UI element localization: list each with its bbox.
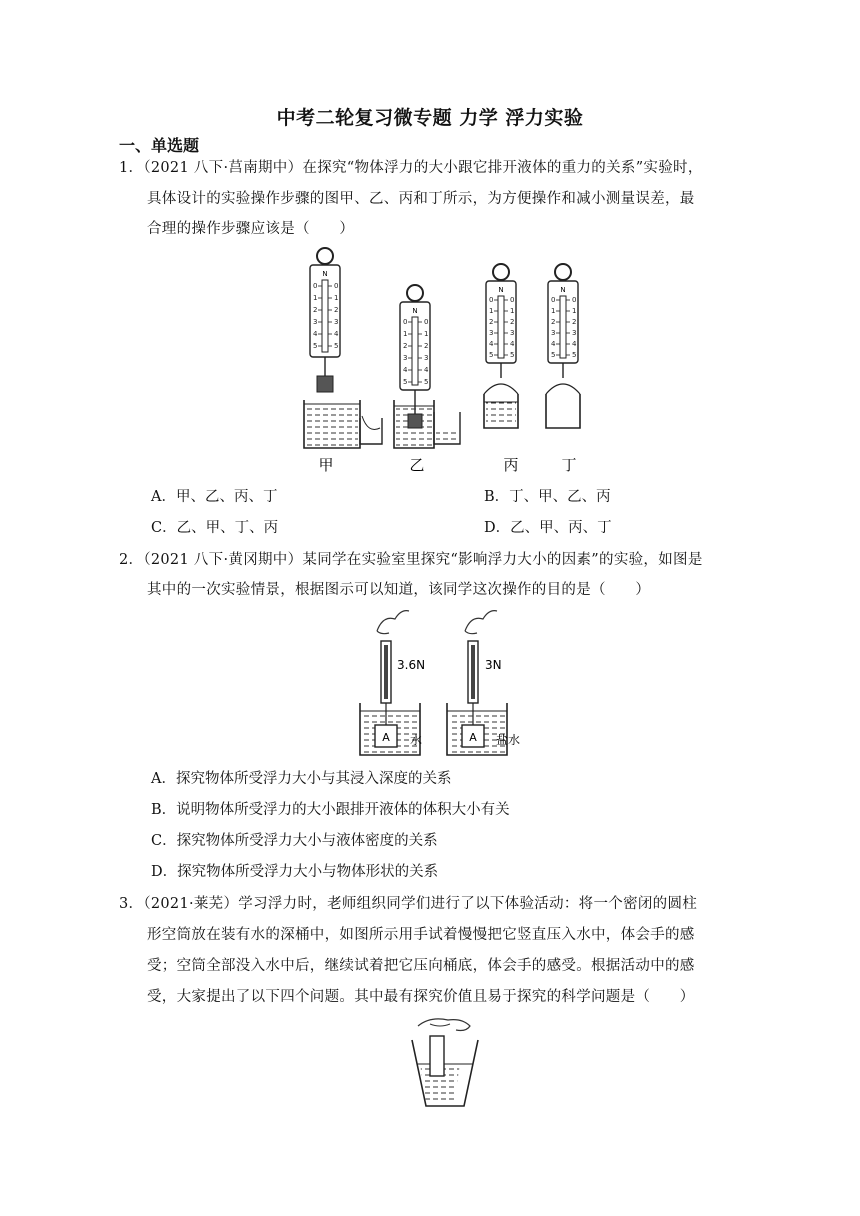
svg-text:4: 4 [551, 340, 556, 348]
svg-text:0: 0 [424, 318, 429, 326]
svg-text:4: 4 [403, 366, 408, 374]
svg-text:0: 0 [334, 282, 339, 290]
svg-text:4: 4 [572, 340, 577, 348]
q1-option-d: D．乙、甲、丙、丁 [484, 520, 612, 536]
svg-text:3: 3 [403, 354, 408, 362]
liquid-saltwater-label: 盐水 [496, 733, 521, 747]
q1-option-a: A．甲、乙、丙、丁 [151, 489, 278, 505]
svg-text:4: 4 [510, 340, 515, 348]
scale-jia [304, 248, 382, 448]
svg-text:5: 5 [489, 351, 494, 359]
svg-text:0: 0 [551, 296, 556, 304]
q2-option-d: D．探究物体所受浮力大小与物体形状的关系 [151, 864, 439, 880]
section-heading: 一、单选题 [119, 136, 200, 155]
q2-option-a: A．探究物体所受浮力大小与其浸入深度的关系 [151, 771, 452, 787]
q2-option-c: C．探究物体所受浮力大小与液体密度的关系 [151, 833, 438, 849]
svg-text:5: 5 [403, 378, 408, 386]
figure-label-yi: 乙 [409, 456, 425, 474]
q2-option-b: B．说明物体所受浮力的大小跟排开液体的体积大小有关 [151, 802, 510, 818]
q3-line-1: 3．（2021·莱芜）学习浮力时，老师组织同学们进行了以下体验活动：将一个密闭的圆柱 [119, 896, 698, 912]
liquid-water-label: 水 [410, 733, 423, 747]
svg-text:3: 3 [334, 318, 339, 326]
q1-line-3: 合理的操作步骤应该是（ ） [147, 221, 355, 237]
svg-text:N: N [560, 286, 566, 294]
svg-text:5: 5 [313, 342, 318, 350]
svg-text:0: 0 [572, 296, 577, 304]
figure-label-bing: 丙 [503, 456, 519, 474]
svg-text:3: 3 [424, 354, 429, 362]
scale-ding [546, 264, 580, 428]
svg-text:4: 4 [424, 366, 429, 374]
svg-text:N: N [412, 307, 418, 315]
svg-text:4: 4 [489, 340, 494, 348]
hand-icon [465, 611, 497, 634]
block-a-right: A [469, 731, 477, 744]
q2-line-1: 2．（2021 八下·黄冈期中）某同学在实验室里探究“影响浮力大小的因素”的实验，如图是 [119, 552, 703, 568]
svg-text:2: 2 [489, 318, 494, 326]
svg-text:N: N [498, 286, 504, 294]
svg-text:3: 3 [510, 329, 515, 337]
svg-text:3: 3 [313, 318, 318, 326]
svg-text:2: 2 [510, 318, 515, 326]
svg-text:2: 2 [334, 306, 339, 314]
svg-text:0: 0 [403, 318, 408, 326]
svg-text:1: 1 [572, 307, 577, 315]
svg-text:0: 0 [510, 296, 515, 304]
svg-text:2: 2 [551, 318, 556, 326]
q1-option-b: B．丁、甲、乙、丙 [484, 489, 611, 505]
svg-text:1: 1 [403, 330, 408, 338]
svg-text:3: 3 [572, 329, 577, 337]
figure-label-jia: 甲 [318, 456, 334, 474]
svg-text:3: 3 [489, 329, 494, 337]
q1-line-2: 具体设计的实验操作步骤的图甲、乙、丙和丁所示，为方便操作和减小测量误差，最 [147, 191, 695, 207]
svg-text:3: 3 [551, 329, 556, 337]
q3-line-2: 形空筒放在装有水的深桶中，如图所示用手试着慢慢把它竖直压入水中，体会手的感 [147, 927, 695, 943]
svg-text:4: 4 [313, 330, 318, 338]
scale-unit-n: N [322, 270, 328, 278]
q3-line-3: 受；空筒全部没入水中后，继续试着把它压向桶底，体会手的感受。根据活动中的感 [147, 958, 695, 974]
q2-buoyancy-figure [355, 605, 535, 760]
reading-saltwater: 3N [485, 658, 502, 672]
svg-text:4: 4 [334, 330, 339, 338]
svg-text:5: 5 [572, 351, 577, 359]
scale-yi [394, 285, 460, 448]
figure-label-ding: 丁 [561, 456, 577, 474]
q1-line-1: 1．（2021 八下·莒南期中）在探究“物体浮力的大小跟它排开液体的重力的关系”实验时， [119, 160, 703, 176]
hand-icon [377, 611, 409, 634]
page-title: 中考二轮复习微专题 力学 浮力实验 [276, 107, 584, 129]
svg-text:1: 1 [334, 294, 339, 302]
svg-text:0: 0 [489, 296, 494, 304]
svg-text:2: 2 [313, 306, 318, 314]
svg-text:5: 5 [424, 378, 429, 386]
svg-text:2: 2 [572, 318, 577, 326]
svg-text:2: 2 [424, 342, 429, 350]
svg-text:1: 1 [551, 307, 556, 315]
q1-option-c: C．乙、甲、丁、丙 [151, 520, 279, 536]
svg-text:0: 0 [313, 282, 318, 290]
svg-text:5: 5 [334, 342, 339, 350]
svg-text:5: 5 [551, 351, 556, 359]
svg-text:1: 1 [489, 307, 494, 315]
reading-water: 3.6N [397, 658, 426, 672]
svg-text:2: 2 [403, 342, 408, 350]
scale-bing [484, 264, 518, 428]
svg-text:1: 1 [424, 330, 429, 338]
q2-line-2: 其中的一次实验情景，根据图示可以知道，该同学这次操作的目的是（ ） [147, 582, 651, 598]
block-a-left: A [382, 731, 390, 744]
q3-bucket-figure [400, 1012, 490, 1108]
svg-text:1: 1 [510, 307, 515, 315]
svg-text:5: 5 [510, 351, 515, 359]
hand-icon [418, 1019, 470, 1031]
q1-spring-scale-figure [290, 238, 600, 478]
q3-line-4: 受，大家提出了以下四个问题。其中最有探究价值且易于探究的科学问题是（ ） [147, 989, 695, 1005]
svg-text:1: 1 [313, 294, 318, 302]
